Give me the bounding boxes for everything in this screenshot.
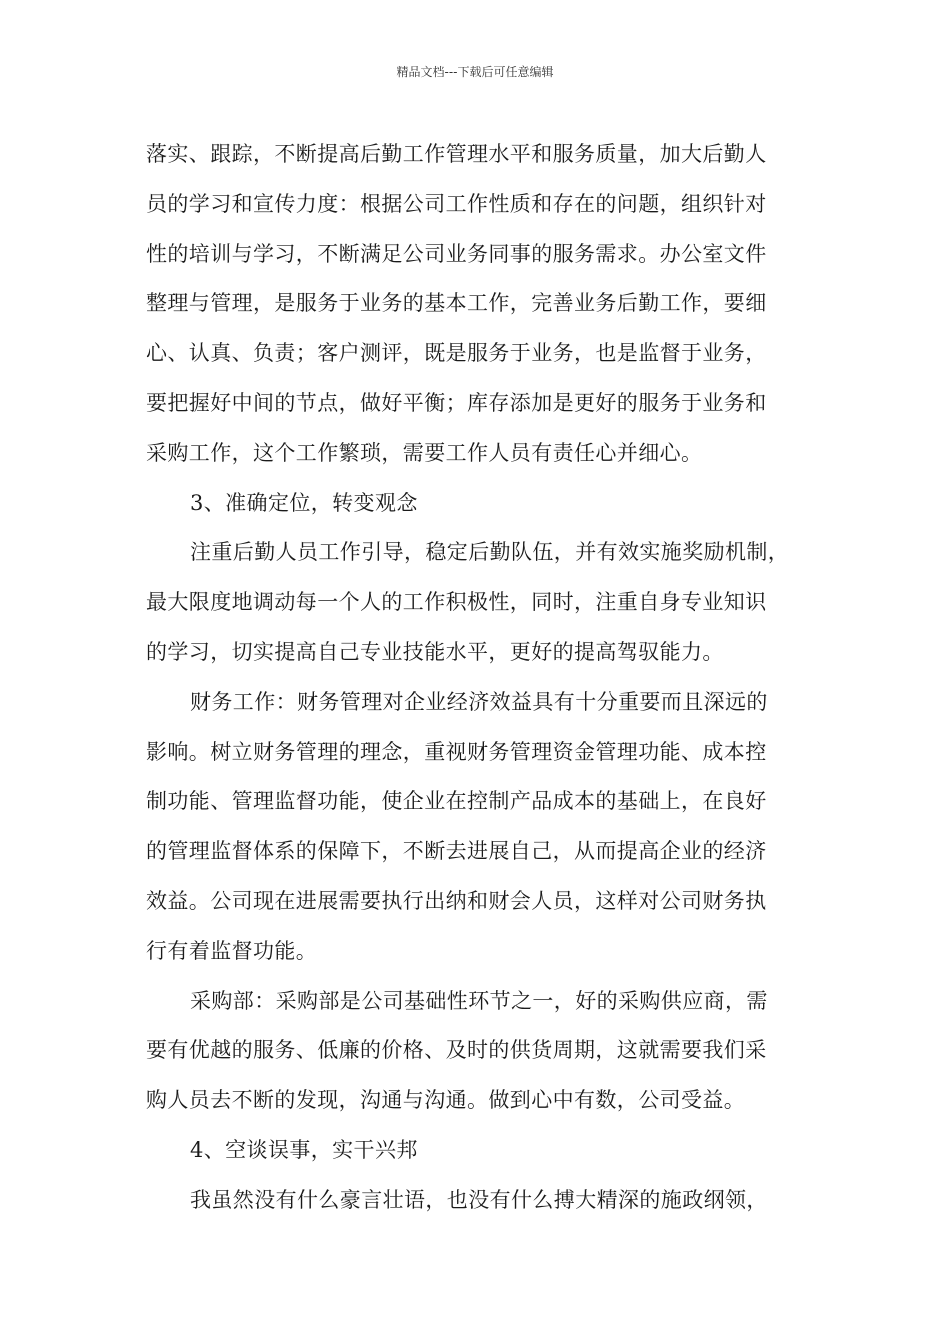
text-line: 制功能、管理监督功能，使企业在控制产品成本的基础上，在良好 [146,789,767,814]
text-line: 员的学习和宣传力度：根据公司工作性质和存在的问题，组织针对 [146,191,767,216]
page-header: 精品文档---下载后可任意编辑 [396,65,554,79]
document-body [146,130,808,1226]
paragraph-first-line: 财务工作：财务管理对企业经济效益具有十分重要而且深远的 [190,689,768,714]
text-line: 最大限度地调动每一个人的工作积极性，同时，注重自身专业知识 [146,590,767,615]
text-line: 心、认真、负责；客户测评，既是服务于业务，也是监督于业务， [146,341,767,366]
section-heading: 4、空谈误事，实干兴邦 [190,1137,418,1162]
text-line: 购人员去不断的发现，沟通与沟通。做到心中有数，公司受益。 [146,1088,746,1113]
text-line: 落实、跟踪，不断提高后勤工作管理水平和服务质量，加大后勤人 [146,142,767,166]
text-line: 采购工作，这个工作繁琐，需要工作人员有责任心并细心。 [146,440,703,465]
text-line: 要把握好中间的节点，做好平衡；库存添加是更好的服务于业务和 [146,390,767,415]
text-line: 影响。树立财务管理的理念，重视财务管理资金管理功能、成本控 [146,739,767,764]
text-line: 行有着监督功能。 [146,938,318,963]
text-line: 整理与管理，是服务于业务的基本工作，完善业务后勤工作，要细 [146,291,767,316]
text-line: 性的培训与学习，不断满足公司业务同事的服务需求。办公室文件 [146,241,767,266]
text-line: 要有优越的服务、低廉的价格、及时的供货周期，这就需要我们采 [146,1038,767,1063]
section-heading: 3、准确定位，转变观念 [190,490,418,515]
text-line: 的管理监督体系的保障下，不断去进展自己，从而提高企业的经济 [146,839,767,864]
paragraph-first-line: 注重后勤人员工作引导，稳定后勤队伍，并有效实施奖励机制， [190,540,790,565]
paragraph-first-line: 采购部：采购部是公司基础性环节之一，好的采购供应商，需 [190,988,768,1013]
text-line: 的学习，切实提高自己专业技能水平，更好的提高驾驭能力。 [146,639,724,664]
text-line: 效益。公司现在进展需要执行出纳和财会人员，这样对公司财务执 [146,888,767,913]
paragraph-first-line: 我虽然没有什么豪言壮语，也没有什么搏大精深的施政纲领， [190,1187,768,1212]
